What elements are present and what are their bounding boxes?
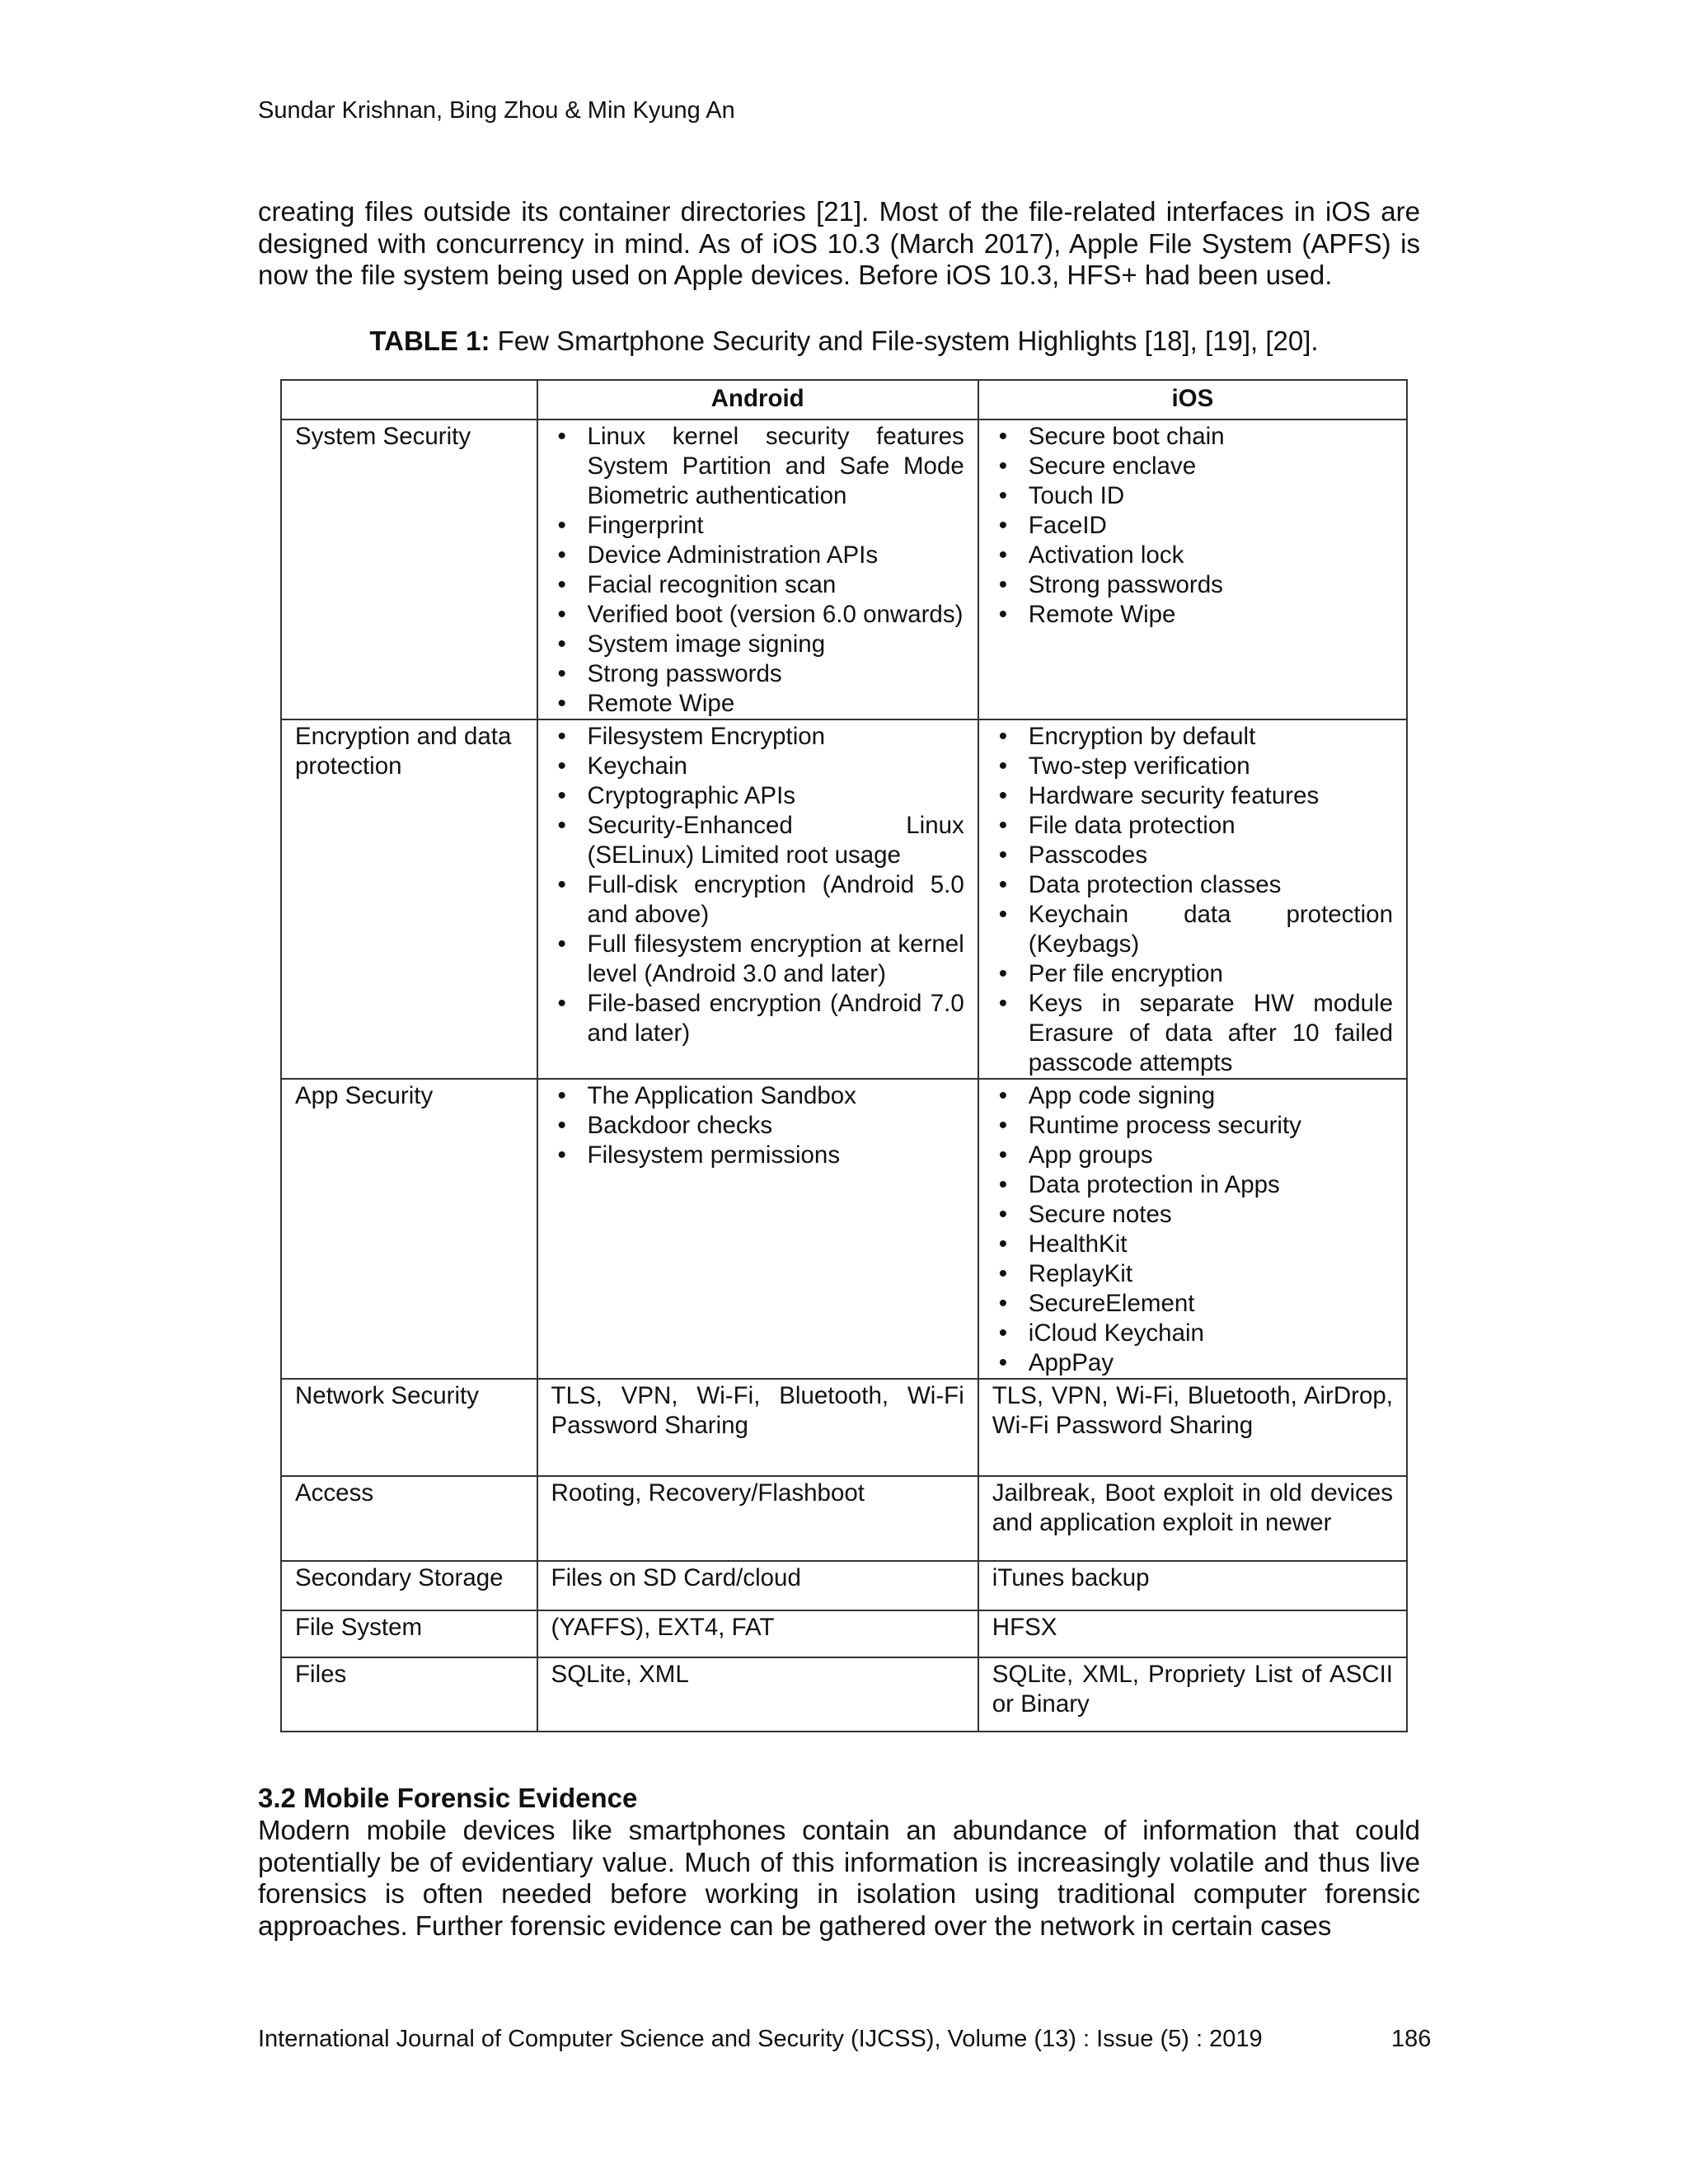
list-item: • Device Administration APIs — [551, 541, 964, 570]
list-item: • System image signing — [551, 630, 964, 659]
ios-cell — [978, 419, 1407, 719]
running-head: Sundar Krishnan, Bing Zhou & Min Kyung An — [258, 97, 735, 124]
list-item: • Data protection classes — [992, 870, 1393, 900]
table-row — [281, 1079, 1407, 1379]
list-item: • Per file encryption — [992, 959, 1393, 989]
list-item: • Two-step verification — [992, 752, 1393, 781]
bullet-list — [992, 1081, 1393, 1378]
list-item: • The Application Sandbox — [551, 1081, 964, 1111]
list-item: • Full filesystem encryption at kernel level (Android 3.0 and later) — [551, 930, 964, 989]
list-item: • Keys in separate HW module Erasure of data after 10 failed passcode attempts — [992, 989, 1393, 1078]
list-item: • Facial recognition scan — [551, 570, 964, 600]
list-item: • Linux kernel security features System Partition and Safe Mode Biometric authentication — [551, 422, 964, 511]
android-cell: SQLite, XML — [537, 1657, 978, 1732]
bullet-list — [551, 1081, 964, 1170]
table-row — [281, 1561, 1407, 1610]
list-item: • Keychain data protection (Keybags) — [992, 900, 1393, 959]
header-blank — [281, 380, 537, 419]
list-item: • Full-disk encryption (Android 5.0 and above) — [551, 870, 964, 930]
list-item: • ReplayKit — [992, 1259, 1393, 1289]
list-item: • Filesystem Encryption — [551, 722, 964, 752]
table-row — [281, 419, 1407, 719]
table-row — [281, 1610, 1407, 1657]
bullet-list — [992, 422, 1393, 630]
list-item: • Strong passwords — [992, 570, 1393, 600]
list-item: • Security-Enhanced Linux (SELinux) Limited root usage — [551, 811, 964, 870]
list-item: • Verified boot (version 6.0 onwards) — [551, 600, 964, 630]
list-item: • Filesystem permissions — [551, 1141, 964, 1170]
list-item: • App code signing — [992, 1081, 1393, 1111]
android-cell — [537, 1079, 978, 1379]
list-item: • FaceID — [992, 511, 1393, 541]
android-cell: Rooting, Recovery/Flashboot — [537, 1476, 978, 1561]
table-row — [281, 1379, 1407, 1476]
row-category: File System — [281, 1610, 537, 1657]
table-caption-label: TABLE 1: — [369, 326, 490, 356]
bullet-list — [551, 722, 964, 1048]
table-caption — [0, 326, 1688, 357]
section-paragraph: Modern mobile devices like smartphones contain an abundance of information that could potentially be of evidentiary value. Much of this information is increasingly volatile and thus live forensics is often needed before working in isolation using traditional computer forensic approaches. Further forensic evidence can be gathered over the network in certain cases — [258, 1815, 1420, 1941]
list-item: • Touch ID — [992, 481, 1393, 511]
list-item: • Remote Wipe — [992, 600, 1393, 630]
list-item: • Strong passwords — [551, 659, 964, 689]
security-comparison-table — [280, 379, 1408, 1732]
list-item: • Activation lock — [992, 541, 1393, 570]
footer-journal: International Journal of Computer Science and Security (IJCSS), Volume (13) : Issue (5) : 2019 — [258, 2026, 1263, 2052]
ios-cell — [978, 1079, 1407, 1379]
header-android: Android — [537, 380, 978, 419]
list-item: • Passcodes — [992, 841, 1393, 870]
list-item: • Backdoor checks — [551, 1111, 964, 1141]
row-category: Network Security — [281, 1379, 537, 1476]
list-item: • File-based encryption (Android 7.0 and later) — [551, 989, 964, 1048]
row-category: System Security — [281, 419, 537, 719]
header-ios: iOS — [978, 380, 1407, 419]
list-item: • Secure boot chain — [992, 422, 1393, 452]
row-category: App Security — [281, 1079, 537, 1379]
android-cell: Files on SD Card/cloud — [537, 1561, 978, 1610]
list-item: • SecureElement — [992, 1289, 1393, 1319]
row-category: Access — [281, 1476, 537, 1561]
bullet-list — [992, 722, 1393, 1078]
list-item: • AppPay — [992, 1348, 1393, 1378]
list-item: • Cryptographic APIs — [551, 781, 964, 811]
ios-cell: Jailbreak, Boot exploit in old devices and application exploit in newer — [978, 1476, 1407, 1561]
list-item: • Fingerprint — [551, 511, 964, 541]
list-item: • Remote Wipe — [551, 689, 964, 719]
list-item: • File data protection — [992, 811, 1393, 841]
list-item: • Secure enclave — [992, 452, 1393, 481]
android-cell — [537, 719, 978, 1079]
list-item: • Secure notes — [992, 1200, 1393, 1230]
table-row — [281, 1476, 1407, 1561]
list-item: • Encryption by default — [992, 722, 1393, 752]
ios-cell — [978, 719, 1407, 1079]
row-category: Encryption and data protection — [281, 719, 537, 1079]
bullet-list — [551, 422, 964, 719]
intro-paragraph: creating files outside its container directories [21]. Most of the file-related interfaces in iOS are designed with concurrency in mind. As of iOS 10.3 (March 2017), Apple File System (APFS) is now the file system being used on Apple devices. Before iOS 10.3, HFS+ had been used. — [258, 196, 1420, 290]
list-item: • iCloud Keychain — [992, 1319, 1393, 1348]
ios-cell: HFSX — [978, 1610, 1407, 1657]
list-item: • App groups — [992, 1141, 1393, 1170]
list-item: • Keychain — [551, 752, 964, 781]
list-item: • Hardware security features — [992, 781, 1393, 811]
table-row — [281, 719, 1407, 1079]
android-cell: TLS, VPN, Wi-Fi, Bluetooth, Wi-Fi Password Sharing — [537, 1379, 978, 1476]
table-caption-text: Few Smartphone Security and File-system Highlights [18], [19], [20]. — [490, 326, 1319, 356]
row-category: Secondary Storage — [281, 1561, 537, 1610]
ios-cell: TLS, VPN, Wi-Fi, Bluetooth, AirDrop, Wi-Fi Password Sharing — [978, 1379, 1407, 1476]
android-cell: (YAFFS), EXT4, FAT — [537, 1610, 978, 1657]
section-heading: 3.2 Mobile Forensic Evidence — [258, 1783, 638, 1813]
list-item: • Data protection in Apps — [992, 1170, 1393, 1200]
ios-cell: SQLite, XML, Propriety List of ASCII or Binary — [978, 1657, 1407, 1732]
table-row — [281, 1657, 1407, 1732]
ios-cell: iTunes backup — [978, 1561, 1407, 1610]
list-item: • HealthKit — [992, 1230, 1393, 1259]
table-header-row — [281, 380, 1407, 419]
page-number: 186 — [1391, 2026, 1432, 2052]
row-category: Files — [281, 1657, 537, 1732]
list-item: • Runtime process security — [992, 1111, 1393, 1141]
android-cell — [537, 419, 978, 719]
